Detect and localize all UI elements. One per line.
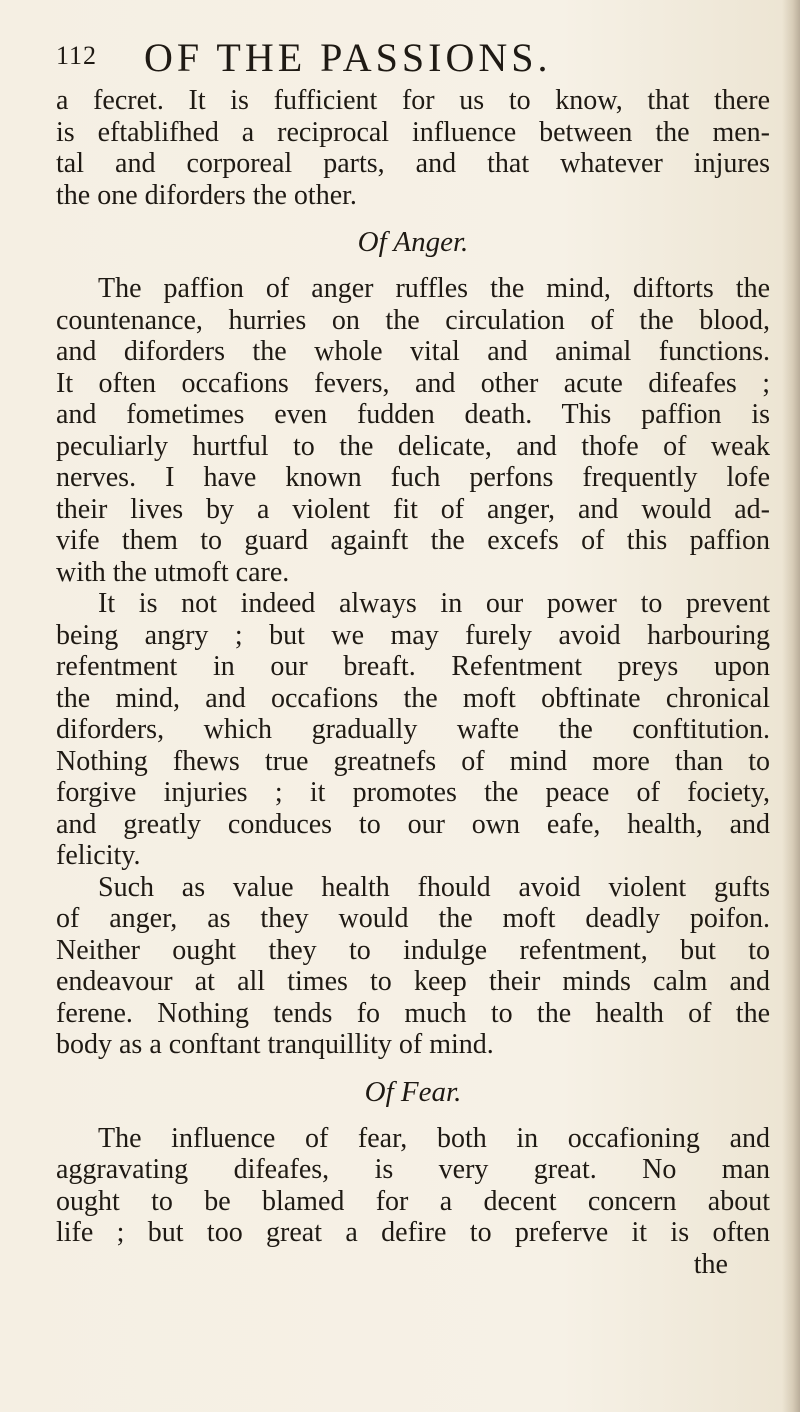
text-line: felicity.	[56, 840, 141, 871]
text-line: and fometimes even fudden death. This paffion is	[56, 399, 770, 430]
text-line: of anger, as they would the moft deadly poifon.	[56, 903, 770, 934]
text-line: tal and corporeal parts, and that whatever injures	[56, 148, 770, 179]
text-line: is eftablifhed a reciprocal influence between the men-	[56, 116, 770, 148]
text-line: aggravating difeafes, is very great. No man	[56, 1154, 770, 1185]
catchword: the	[693, 1248, 728, 1280]
text-line: nerves. I have known fuch perfons frequently lofe	[56, 462, 770, 493]
text-line: and greatly conduces to our own eafe, health, and	[56, 808, 770, 840]
text-line: body as a conftant tranquillity of mind.	[56, 1029, 494, 1060]
text-line: the one diforders the other.	[56, 179, 357, 211]
text-line: peculiarly hurtful to the delicate, and thofe of weak	[56, 430, 770, 462]
section-heading-fear: Of Fear.	[364, 1075, 462, 1108]
text-line: Neither ought they to indulge refentment, but to	[56, 934, 770, 966]
page-number: 112	[56, 41, 98, 70]
text-line: ought to be blamed for a decent concern about	[56, 1185, 770, 1217]
text-line: diforders, which gradually wafte the conftitution.	[56, 714, 770, 745]
text-line: with the utmoft care.	[56, 556, 290, 588]
page-header	[56, 34, 756, 78]
running-head: OF THE PASSIONS.	[144, 35, 552, 80]
text-line: It is not indeed always in our power to prevent	[98, 588, 770, 619]
page-edge-shadow	[782, 0, 800, 1412]
text-line: Nothing fhews true greatnefs of mind more than to	[56, 745, 770, 777]
text-line: It often occafions fevers, and other acute difeafes ;	[56, 367, 770, 399]
text-line: the mind, and occafions the moft obftinate chronical	[56, 682, 770, 714]
text-line: The paffion of anger ruffles the mind, diftorts the	[98, 273, 770, 304]
text-line: refentment in our breaft. Refentment preys upon	[56, 651, 770, 682]
text-line: their lives by a violent fit of anger, and would ad-	[56, 493, 770, 525]
section-heading-anger: Of Anger.	[357, 226, 469, 258]
body-text	[56, 85, 770, 1280]
text-line: ferene. Nothing tends fo much to the health of the	[56, 997, 770, 1029]
text-line: vife them to guard againft the excefs of this paffion	[56, 525, 770, 556]
text-line: and diforders the whole vital and animal functions.	[56, 336, 770, 367]
text-line: countenance, hurries on the circulation of the blood,	[56, 304, 770, 336]
text-line: life ; but too great a defire to preferve it is often	[56, 1217, 770, 1248]
text-line: forgive injuries ; it promotes the peace of fociety,	[56, 777, 770, 808]
text-line: endeavour at all times to keep their minds calm and	[56, 966, 770, 997]
text-line: being angry ; but we may furely avoid harbouring	[56, 619, 770, 651]
text-line: The influence of fear, both in occafioning and	[98, 1122, 770, 1154]
text-line: Such as value health fhould avoid violent gufts	[98, 871, 770, 903]
text-line: a fecret. It is fufficient for us to know, that there	[56, 85, 770, 116]
